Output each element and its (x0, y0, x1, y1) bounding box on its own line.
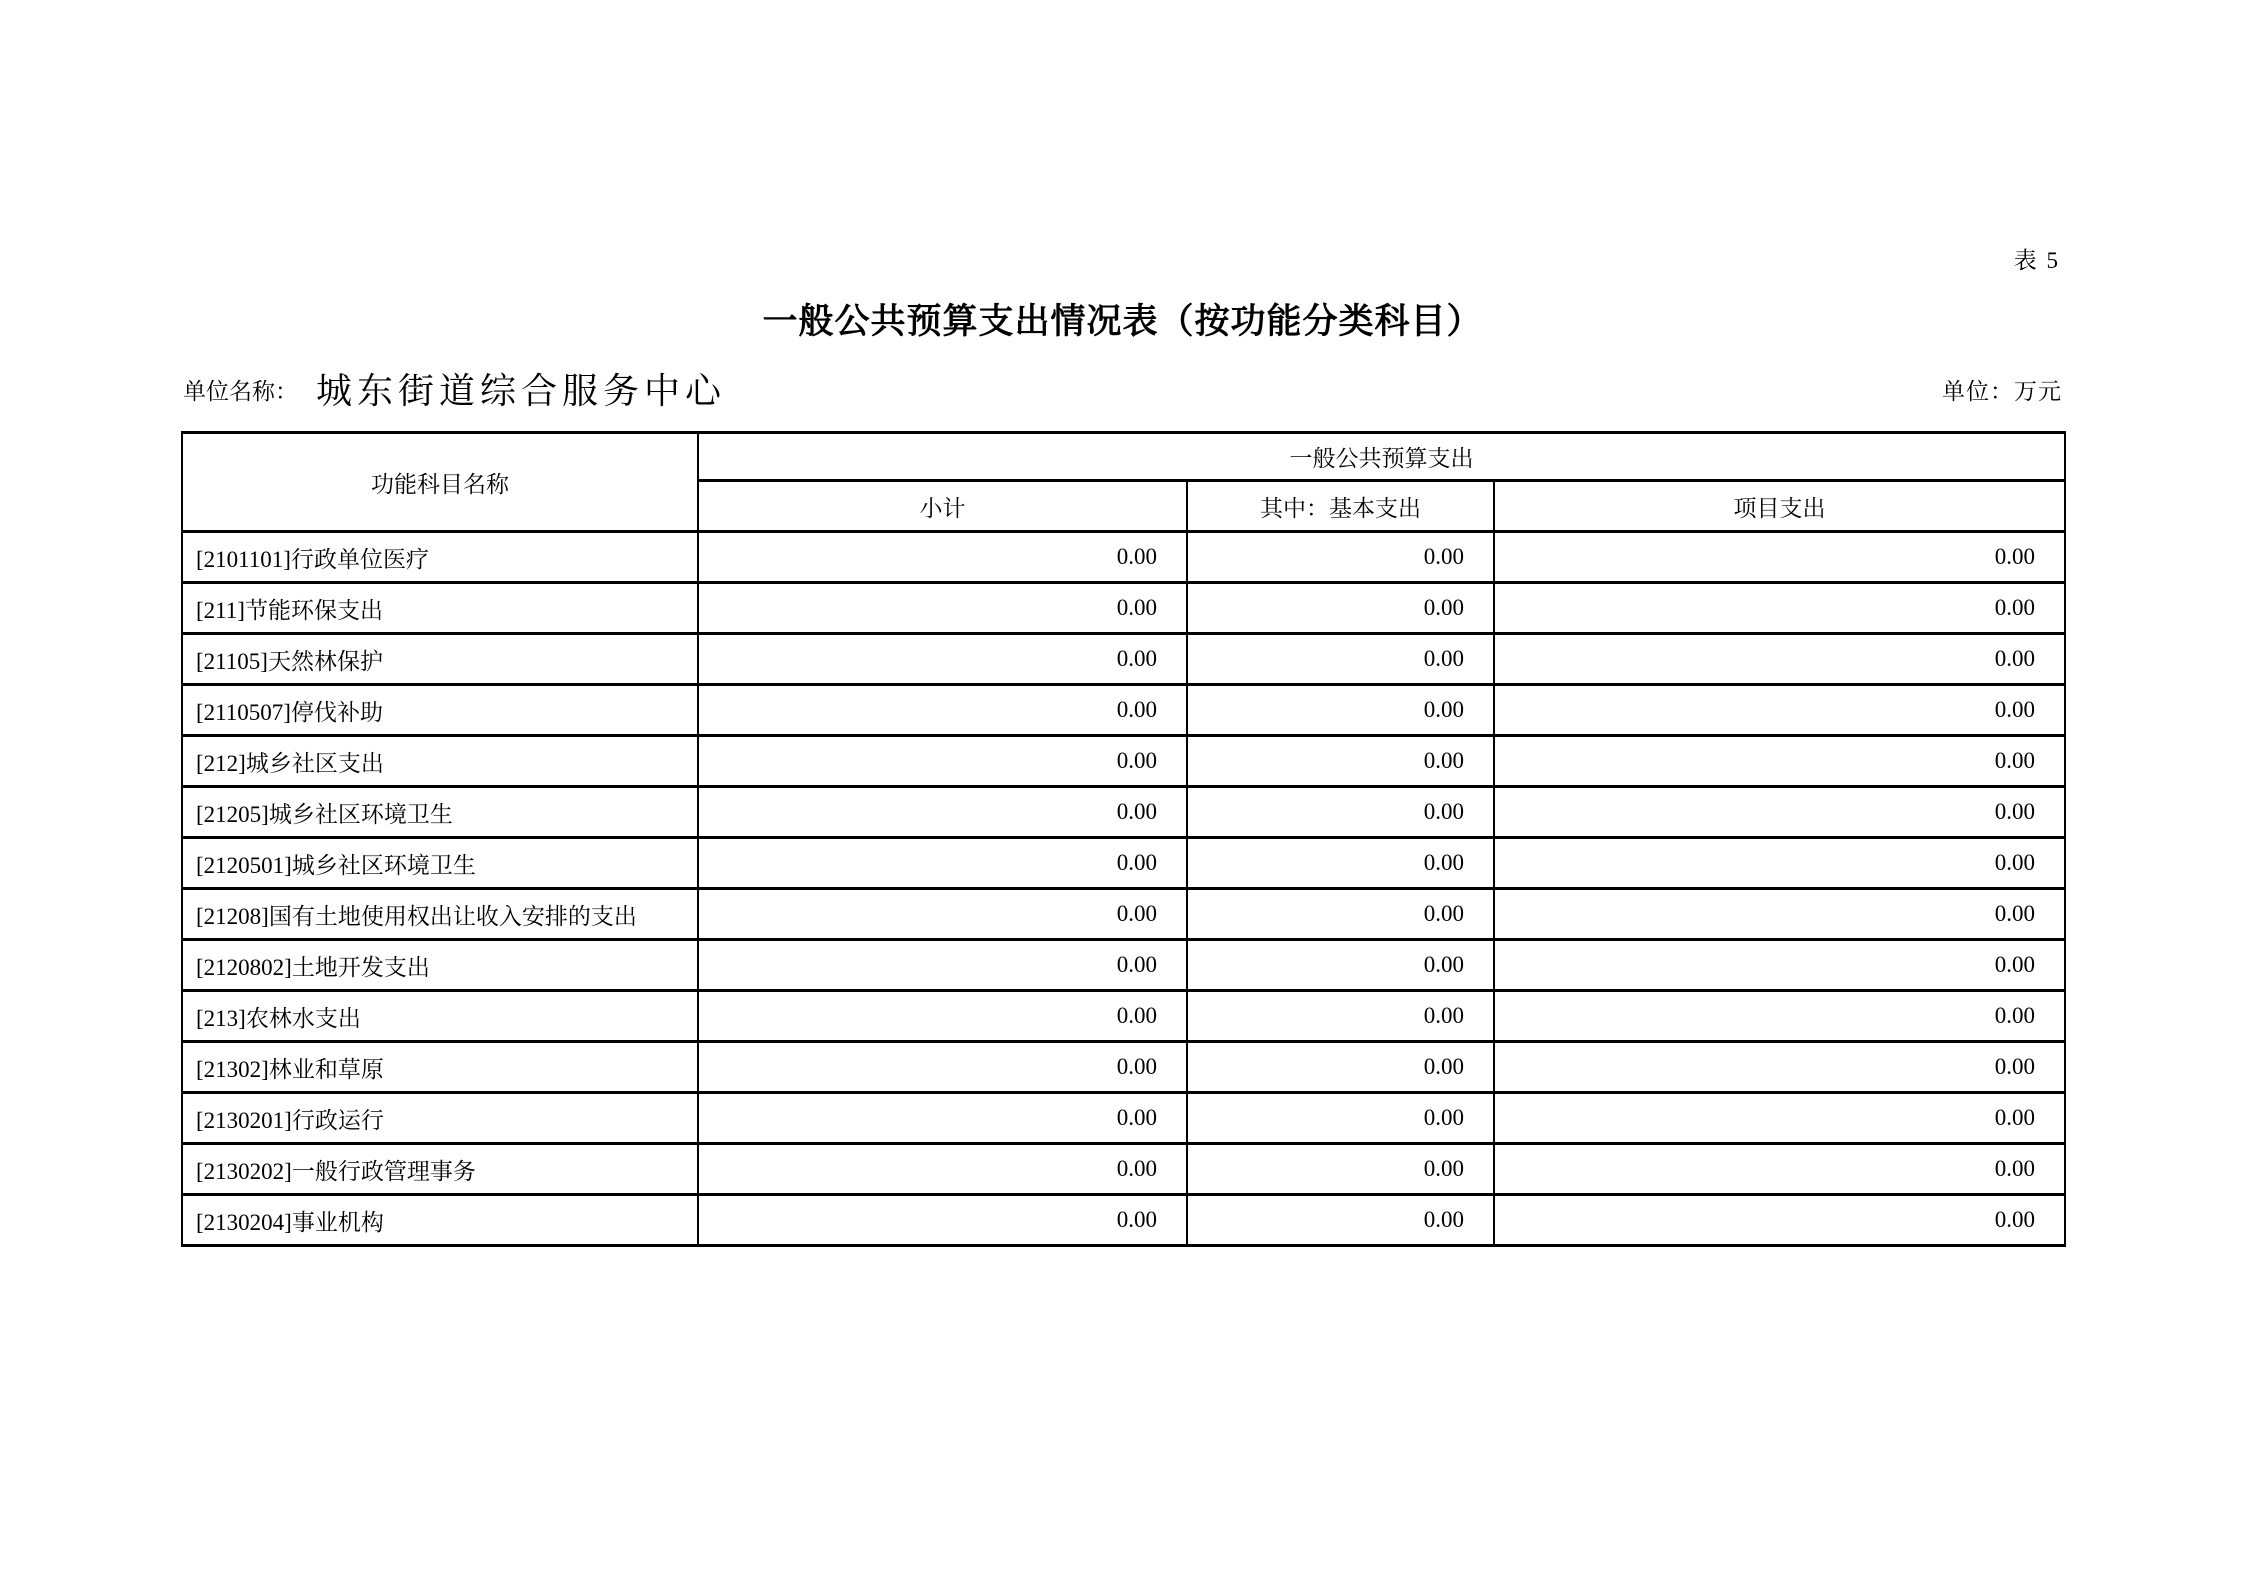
subtotal-cell: 0.00 (698, 991, 1187, 1042)
function-name-cell: [21205]城乡社区环境卫生 (182, 787, 698, 838)
basic-expenditure-cell: 0.00 (1187, 736, 1494, 787)
function-name-cell: [2130204]事业机构 (182, 1195, 698, 1246)
basic-expenditure-cell: 0.00 (1187, 889, 1494, 940)
table-row (182, 1144, 2065, 1195)
project-expenditure-cell: 0.00 (1494, 736, 2065, 787)
basic-expenditure-cell: 0.00 (1187, 991, 1494, 1042)
table-row (182, 583, 2065, 634)
function-name-cell: [2110507]停伐补助 (182, 685, 698, 736)
table-row (182, 736, 2065, 787)
project-expenditure-cell: 0.00 (1494, 634, 2065, 685)
basic-expenditure-cell: 0.00 (1187, 685, 1494, 736)
subtotal-cell: 0.00 (698, 940, 1187, 991)
table-row (182, 685, 2065, 736)
project-expenditure-cell: 0.00 (1494, 1093, 2065, 1144)
table-row (182, 787, 2065, 838)
page-title: 一般公共预算支出情况表（按功能分类科目） (762, 302, 1483, 341)
table-row (182, 838, 2065, 889)
unit-of-measure: 单位：万元 (1942, 379, 2062, 404)
header-function-subject: 功能科目名称 (182, 433, 698, 532)
project-expenditure-cell: 0.00 (1494, 838, 2065, 889)
basic-expenditure-cell: 0.00 (1187, 838, 1494, 889)
table-number: 表 5 (2013, 248, 2060, 273)
function-name-cell: [2101101]行政单位医疗 (182, 532, 698, 583)
function-name-cell: [21105]天然林保护 (182, 634, 698, 685)
table-row (182, 1042, 2065, 1093)
subtotal-cell: 0.00 (698, 1093, 1187, 1144)
function-name-cell: [213]农林水支出 (182, 991, 698, 1042)
project-expenditure-cell: 0.00 (1494, 889, 2065, 940)
project-expenditure-cell: 0.00 (1494, 991, 2065, 1042)
subtotal-cell: 0.00 (698, 736, 1187, 787)
project-expenditure-cell: 0.00 (1494, 583, 2065, 634)
function-name-cell: [2130201]行政运行 (182, 1093, 698, 1144)
table-row (182, 991, 2065, 1042)
unit-name-label: 单位名称： (183, 379, 298, 404)
function-name-cell: [2120501]城乡社区环境卫生 (182, 838, 698, 889)
project-expenditure-cell: 0.00 (1494, 685, 2065, 736)
basic-expenditure-cell: 0.00 (1187, 532, 1494, 583)
basic-expenditure-cell: 0.00 (1187, 1042, 1494, 1093)
header-group: 一般公共预算支出 (698, 433, 2065, 481)
meta-row (183, 352, 2062, 414)
header-basic: 其中：基本支出 (1187, 481, 1494, 532)
header-project: 项目支出 (1494, 481, 2065, 532)
subtotal-cell: 0.00 (698, 685, 1187, 736)
basic-expenditure-cell: 0.00 (1187, 1195, 1494, 1246)
table-row (182, 1093, 2065, 1144)
function-name-cell: [211]节能环保支出 (182, 583, 698, 634)
header-subtotal: 小计 (698, 481, 1187, 532)
basic-expenditure-cell: 0.00 (1187, 787, 1494, 838)
unit-name-value: 城东街道综合服务中心 (316, 371, 727, 411)
subtotal-cell: 0.00 (698, 583, 1187, 634)
project-expenditure-cell: 0.00 (1494, 1195, 2065, 1246)
table-row (182, 1195, 2065, 1246)
basic-expenditure-cell: 0.00 (1187, 1093, 1494, 1144)
project-expenditure-cell: 0.00 (1494, 787, 2065, 838)
function-name-cell: [2130202]一般行政管理事务 (182, 1144, 698, 1195)
function-name-cell: [21302]林业和草原 (182, 1042, 698, 1093)
basic-expenditure-cell: 0.00 (1187, 940, 1494, 991)
subtotal-cell: 0.00 (698, 838, 1187, 889)
subtotal-cell: 0.00 (698, 1144, 1187, 1195)
function-name-cell: [2120802]土地开发支出 (182, 940, 698, 991)
table-row (182, 634, 2065, 685)
function-name-cell: [21208]国有土地使用权出让收入安排的支出 (182, 889, 698, 940)
basic-expenditure-cell: 0.00 (1187, 1144, 1494, 1195)
table-body (182, 532, 2065, 1246)
subtotal-cell: 0.00 (698, 1042, 1187, 1093)
project-expenditure-cell: 0.00 (1494, 940, 2065, 991)
subtotal-cell: 0.00 (698, 532, 1187, 583)
subtotal-cell: 0.00 (698, 889, 1187, 940)
function-name-cell: [212]城乡社区支出 (182, 736, 698, 787)
subtotal-cell: 0.00 (698, 787, 1187, 838)
table-row (182, 940, 2065, 991)
subtotal-cell: 0.00 (698, 634, 1187, 685)
basic-expenditure-cell: 0.00 (1187, 634, 1494, 685)
project-expenditure-cell: 0.00 (1494, 1042, 2065, 1093)
project-expenditure-cell: 0.00 (1494, 1144, 2065, 1195)
unit-name-group (183, 363, 726, 414)
table-row (182, 532, 2065, 583)
project-expenditure-cell: 0.00 (1494, 532, 2065, 583)
basic-expenditure-cell: 0.00 (1187, 583, 1494, 634)
table-row (182, 889, 2065, 940)
subtotal-cell: 0.00 (698, 1195, 1187, 1246)
budget-table (181, 431, 2066, 1247)
